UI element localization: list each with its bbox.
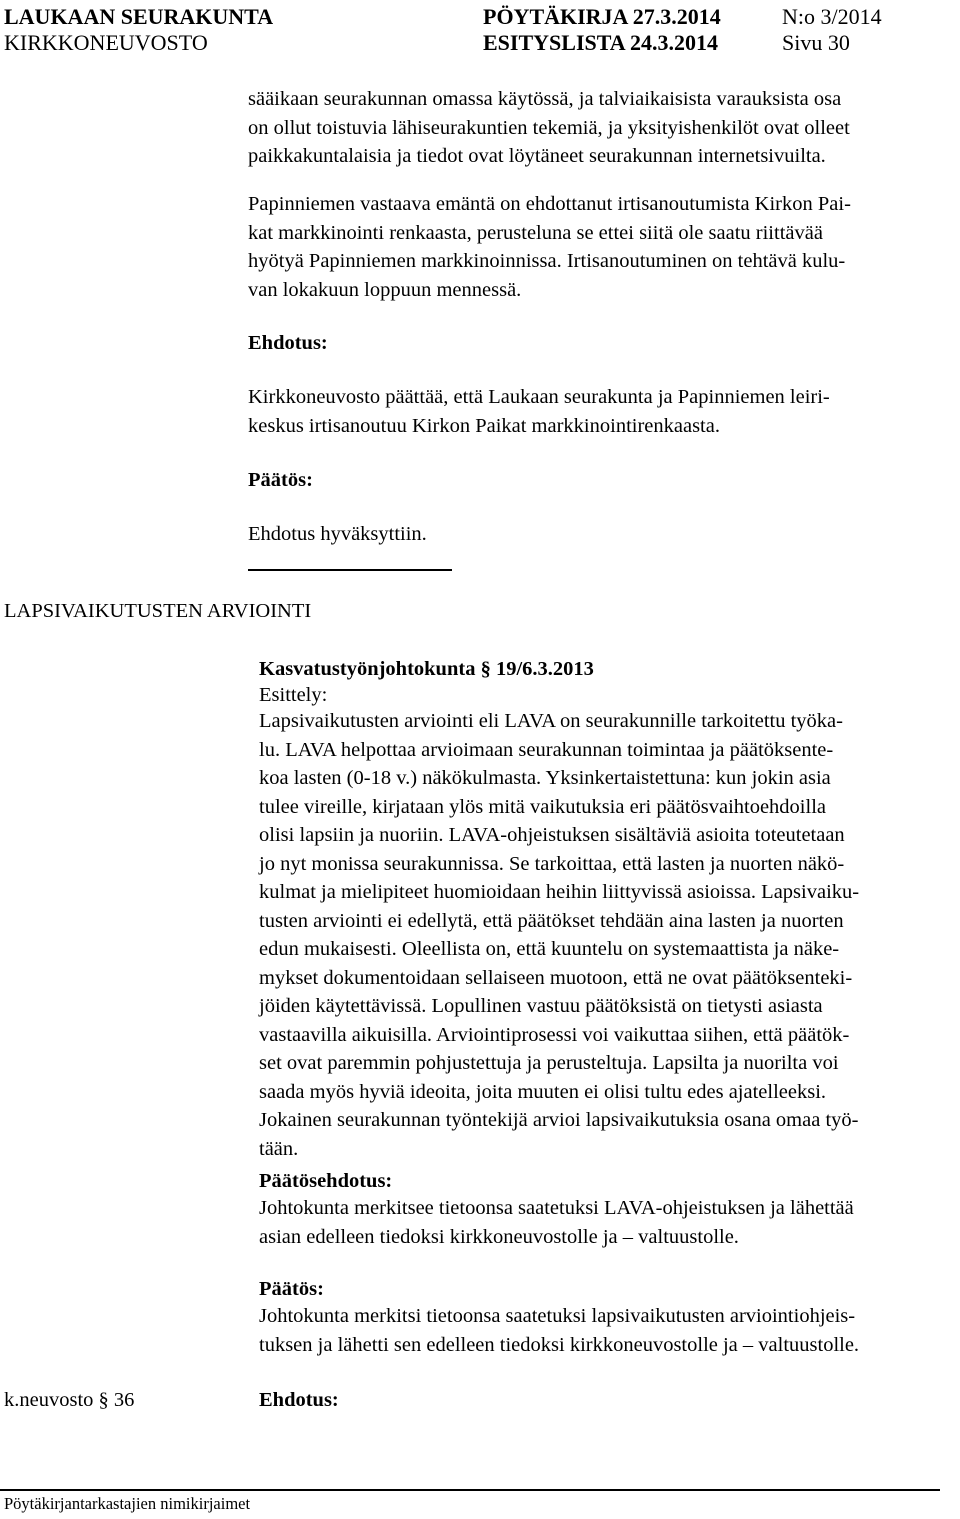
text-line: hyötyä Papinniemen markkinoinnissa. Irtisanoutuminen on tehtävä kulu- — [248, 250, 846, 272]
text-line: lu. LAVA helpottaa arvioimaan seurakunnan toimintaa ja päätöksente- — [259, 738, 834, 761]
text-line: edun mukaisesti. Oleellista on, että kuuntelu on systemaattista ja näke- — [259, 938, 840, 960]
text-line: Papinniemen vastaava emäntä on ehdottanut irtisanoutumista Kirkon Pai- — [248, 193, 851, 215]
text-line: on ollut toistuvia lähiseurakuntien tekemiä, ja yksityishenkilöt ovat olleet — [248, 116, 850, 139]
proposal-text — [248, 383, 830, 440]
header-agenda: ESITYSLISTA 24.3.2014 — [483, 30, 718, 55]
board-decision-text — [259, 1302, 859, 1359]
text-line: tusten arviointi ei edellytä, että päätökset tehdään aina lasten ja nuorten — [259, 909, 844, 932]
text-line: kulmat ja mielipiteet huomioidaan heihin liittyvissä asioissa. Lapsivaiku- — [259, 881, 860, 903]
text-line: jo nyt monissa seurakunnissa. Se tarkoittaa, että lasten ja nuorten näkö- — [259, 852, 845, 875]
section-title: LAPSIVAIKUTUSTEN ARVIOINTI — [4, 600, 312, 622]
proposal-label: Ehdotus: — [248, 332, 328, 354]
board-body — [259, 707, 859, 1163]
text-line: Kirkkoneuvosto päättää, että Laukaan seurakunta ja Papinniemen leiri- — [248, 386, 830, 408]
header-page: Sivu 30 — [782, 30, 850, 55]
text-line: Jokainen seurakunnan työntekijä arvioi lapsivaikutuksia osana omaa työ- — [259, 1109, 859, 1131]
board-intro-label: Esittely: — [259, 684, 328, 706]
text-line: tulee vireille, kirjataan ylös mitä vaikutuksia eri päätösvaihtoehdoilla — [259, 795, 826, 818]
text-line: tään. — [259, 1137, 299, 1160]
text-line: saada myös hyviä ideoita, joita muuten ei olisi tultu edes ajatelleeksi. — [259, 1080, 827, 1103]
text-line: mykset dokumentoidaan sellaiseen muotoon, että ne ovat päätöksenteki- — [259, 966, 853, 989]
text-line: kat markkinointi renkaasta, perusteluna se ettei siitä ole saatu riittävää — [248, 221, 823, 244]
text-line: Johtokunta merkitsi tietoonsa saatetuksi lapsivaikutusten arviointiohjeis- — [259, 1305, 856, 1327]
text-line: Johtokunta merkitsee tietoonsa saatetuksi LAVA-ohjeistuksen ja lähettää — [259, 1197, 854, 1219]
text-line: tuksen ja lähetti sen edelleen tiedoksi kirkkoneuvostolle ja – valtuustolle. — [259, 1333, 860, 1356]
footer-text: Pöytäkirjantarkastajien nimikirjaimet — [4, 1494, 251, 1513]
board-heading: Kasvatustyönjohtokunta § 19/6.3.2013 — [259, 658, 594, 680]
text-line: van lokakuun loppuun mennessä. — [248, 278, 522, 301]
text-line: koa lasten (0-18 v.) näkökulmasta. Yksinkertaistettuna: kun jokin asia — [259, 767, 831, 789]
paragraph-1 — [248, 85, 850, 171]
board-proposal-label: Päätösehdotus: — [259, 1170, 393, 1192]
text-line: keskus irtisanoutuu Kirkon Paikat markkinointirenkaasta. — [248, 414, 720, 437]
decision-text: Ehdotus hyväksyttiin. — [248, 523, 427, 545]
decision-label: Päätös: — [248, 469, 313, 491]
paragraph-2 — [248, 190, 851, 304]
footer-rule — [0, 1489, 940, 1491]
header-body: KIRKKONEUVOSTO — [4, 30, 208, 55]
separator-rule — [248, 569, 452, 571]
text-line: sääikaan seurakunnan omassa käytössä, ja talviaikaisista varauksista osa — [248, 88, 842, 110]
council-ref: k.neuvosto § 36 — [4, 1389, 135, 1411]
board-decision-label: Päätös: — [259, 1278, 324, 1300]
text-line: Lapsivaikutusten arviointi eli LAVA on seurakunnille tarkoitettu työka- — [259, 710, 843, 732]
text-line: paikkakuntalaisia ja tiedot ovat löytäneet seurakunnan internetsivuilta. — [248, 145, 826, 167]
text-line: asian edelleen tiedoksi kirkkoneuvostolle ja – valtuustolle. — [259, 1225, 739, 1248]
text-line: jöiden käytettävissä. Lopullinen vastuu päätöksistä on tietysti asiasta — [259, 995, 823, 1017]
text-line: vastaavilla aikuisilla. Arviointiprosessi voi vaikuttaa siihen, että päätök- — [259, 1023, 850, 1046]
text-line: olisi lapsiin ja nuoriin. LAVA-ohjeistuksen sisältäviä asioita toteutetaan — [259, 824, 845, 846]
header-number: N:o 3/2014 — [782, 4, 882, 29]
header-org: LAUKAAN SEURAKUNTA — [4, 4, 274, 29]
board-proposal-text — [259, 1194, 854, 1251]
council-proposal-label: Ehdotus: — [259, 1389, 339, 1411]
header-minutes: PÖYTÄKIRJA 27.3.2014 — [483, 4, 721, 29]
text-line: set ovat paremmin pohjustettuja ja perusteltuja. Lapsilta ja nuorilta voi — [259, 1052, 839, 1074]
